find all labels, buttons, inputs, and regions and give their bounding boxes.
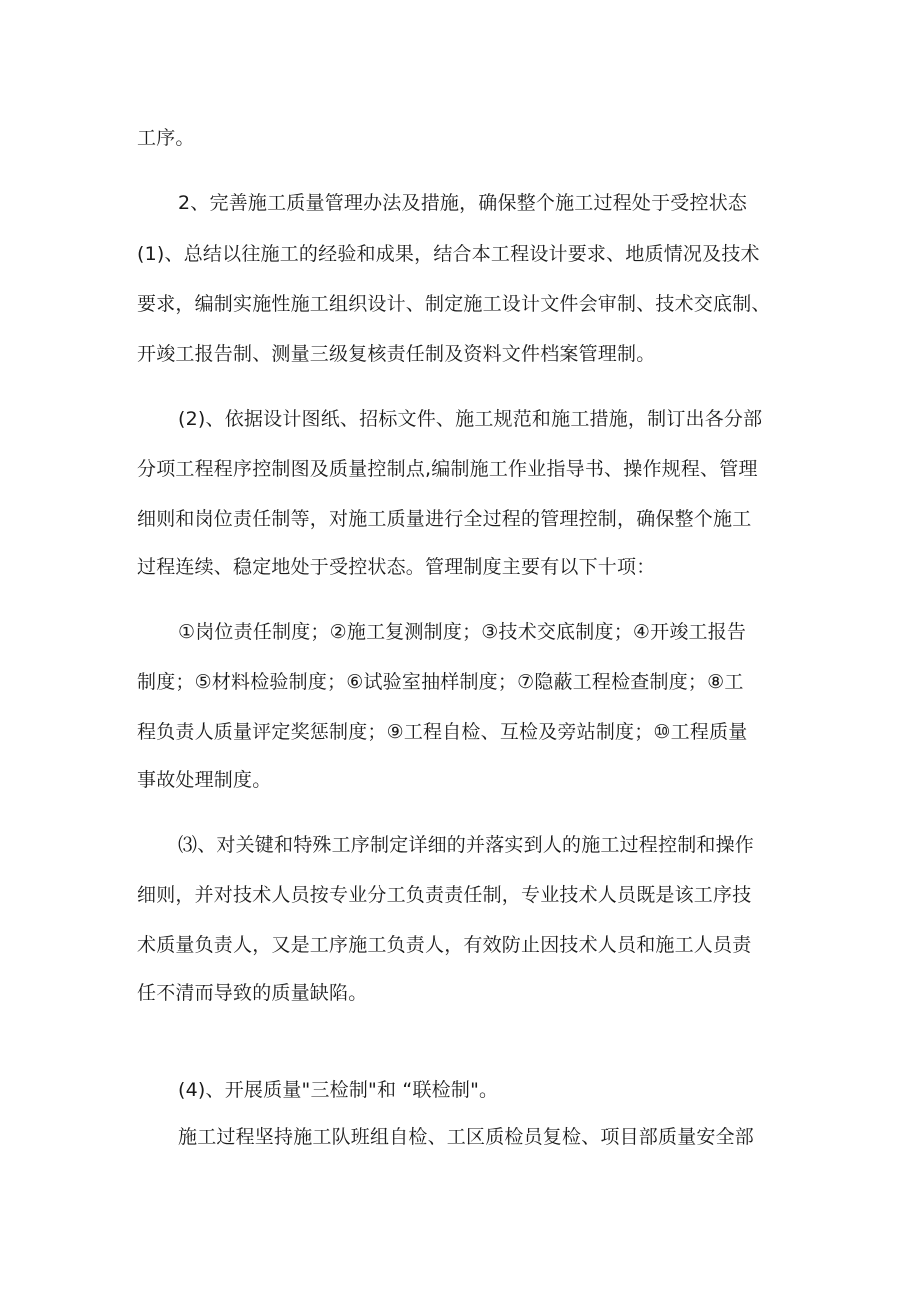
text-line: 分项工程程序控制图及质量控制点,编制施工作业指导书、操作规程、管理: [137, 458, 758, 480]
text-line: (2)、依据设计图纸、招标文件、施工规范和施工措施，制订出各分部: [178, 408, 763, 430]
text-line: ⑶、对关键和特殊工序制定详细的并落实到人的施工过程控制和操作: [178, 834, 755, 856]
text-line: 要求，编制实施性施工组织设计、制定施工设计文件会审制、技术交底制、: [137, 293, 771, 315]
text-line: 工序。: [137, 127, 195, 149]
text-line: 制度；⑤材料检验制度；⑥试验室抽样制度；⑦隐蔽工程检查制度；⑧工: [137, 671, 744, 693]
text-line: ①岗位责任制度；②施工复测制度；③技术交底制度；④开竣工报告: [178, 621, 747, 643]
text-line: 事故处理制度。: [137, 769, 272, 791]
text-line: 程负责人质量评定奖惩制度；⑨工程自检、互检及旁站制度；⑩工程质量: [137, 721, 748, 743]
text-line: 施工过程坚持施工队班组自检、工区质检员复检、项目部质量安全部: [178, 1126, 755, 1148]
text-line: 术质量负责人，又是工序施工负责人，有效防止因技术人员和施工人员责: [137, 934, 752, 956]
text-line: 细则和岗位责任制等，对施工质量进行全过程的管理控制，确保整个施工: [137, 508, 752, 530]
text-line: 开竣工报告制、测量三级复核责任制及资料文件档案管理制。: [137, 343, 656, 365]
text-line: 细则，并对技术人员按专业分工负责责任制，专业技术人员既是该工序技: [137, 884, 752, 906]
text-line: (4)、开展质量"三检制"和 “联检制"。: [178, 1079, 499, 1101]
text-line: 任不清而导致的质量缺陷。: [137, 982, 368, 1004]
text-line: (1)、总结以往施工的经验和成果，结合本工程设计要求、地质情况及技术: [137, 243, 760, 265]
text-line: 过程连续、稳定地处于受控状态。管理制度主要有以下十项：: [137, 556, 656, 578]
section-heading: 2、完善施工质量管理办法及措施，确保整个施工过程处于受控状态: [178, 192, 748, 214]
